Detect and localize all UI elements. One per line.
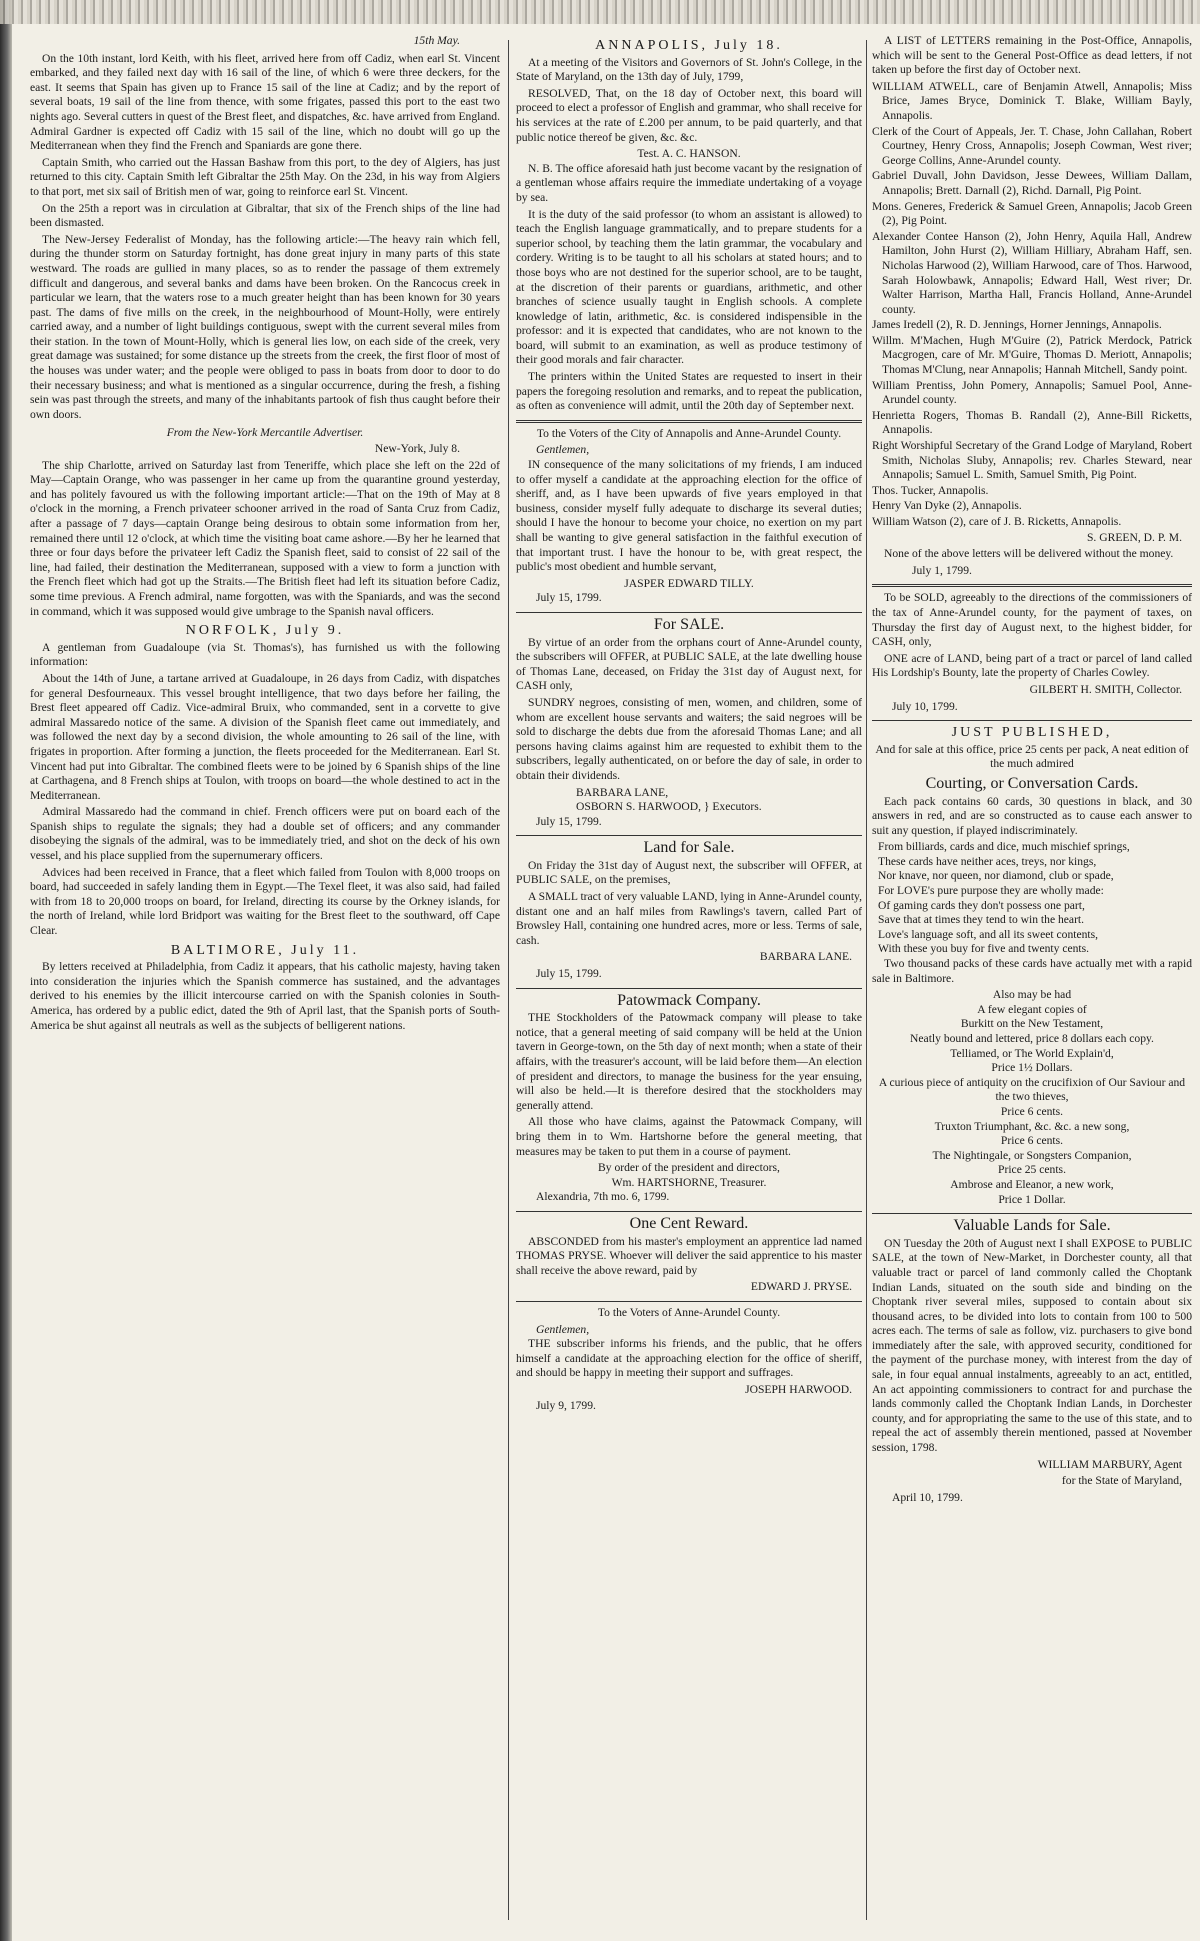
listing-line: Price 6 cents. [1000,1134,1064,1148]
divider [516,1301,862,1302]
article-paragraph: About the 14th of June, a tartane arrived at Guadaloupe, in 26 days from Cadiz, with dispatches for general Desfourneaux. This vessel brought intelligence, that two days before her failing, the Brest fleet appeared off Cadiz. Vice-admiral Bruix, who commanded, sent in a corvette to give admiral Massaredo notice of the same. A division of the Spanish fleet came out immediately, and was followed the next day by a second division, the whole amounting to 26 sail of the line, with frigates in proportion. After forming a junction, the fleets proceeded for the Mediterranean. Earl St. Vincent had put into Gibraltar. The combined fleets were to be joined by 6 Spanish ships of the line at Carthagena, and 8 French ships at Toulon, with troops on board—the whole destined to act in the Mediterranean. [30,671,500,802]
ad-paragraph: THE Stockholders of the Patowmack company will please to take notice, that a general meeting of said company will be held at the Union tavern in George-town, on the 5th day of next month; when a state of their affairs, with the treasurer's account, will be laid before them—An election of president and directors, to manage the business for the year ensuing, will also be held.—It is therefore desired that the stockholders may generally attend. [516,1011,862,1112]
ad-date: Alexandria, 7th mo. 6, 1799. [536,1190,670,1204]
ad-heading: To the Voters of Anne-Arundel County. [597,1305,781,1319]
list-item: Thos. Tucker, Annapolis. [872,483,989,497]
ad-heading: For SALE. [653,615,725,633]
dateline: New-York, July 8. [374,442,460,456]
article-paragraph: The New-Jersey Federalist of Monday, has the following article:—The heavy rain which fell, during the thunder storm on Saturday fortnight, has done great injury in many parts of this state westward. The roads are gullied in many places, so as to render the passage of them extremely difficult and dangerous, and several banks and dams have been broken. On the Rancocus creek in particular we learn, that the waters rose to a much greater height than has been known for 30 years past. The dams of five mills on the creek, in the neighbourhood of Mount-Holly, were entirely carried away, and a number of light buildings contiguous, swept with the current several miles from their station. In the town of Mount-Holly, which is general lies low, on each side of the creek, very great damage was sustained; for some distance up the streets from the creek, the first floor of most of the houses was under water; and the people were obliged to pass in boats from door to door to do their necessary business; and what is mentioned as a singular occurrence, during the fresh, a fishing sein was past through the streets, and many of the inhabitants partook of fish thus caught before their own doors. [30,232,500,421]
article-paragraph: On the 25th a report was in circulation at Gibraltar, that six of the French ships of the line had been dismasted. [30,201,500,230]
listing-line: Also may be had [992,988,1072,1002]
ad-date: July 1, 1799. [912,563,972,577]
column-left [30,34,500,1929]
column-rule [508,40,509,1920]
divider [516,420,862,423]
article-paragraph: A gentleman from Guadaloupe (via St. Thomas's), has furnished us with the following information: [30,640,500,669]
signature: OSBORN S. HARWOOD, [576,800,701,814]
notice-paragraph: N. B. The office aforesaid hath just become vacant by the resignation of a gentleman whose affairs require the immediate undertaking of a voyage by sea. [516,161,862,204]
list-item: James Iredell (2), R. D. Jennings, Horner Jennings, Annapolis. [872,318,1162,332]
list-item: Gabriel Duvall, John Davidson, Jesse Dewees, William Dallam, Annapolis; Brett. Darnall (2), Richd. Darnall, Pig Point. [872,169,1192,197]
listing-line: A few elegant copies of [977,1002,1087,1016]
article-paragraph: Captain Smith, who carried out the Hassan Bashaw from this port, to the dey of Algiers, has just returned to this city. Captain Smith left Gibraltar the 25th May. On the 23d, in his way from Algiers to that port, met six sail of British men of war, going to reinforce earl St. Vincent. [30,155,500,198]
divider [872,720,1192,721]
listing-line: Price 1 Dollar. [998,1192,1066,1206]
list-item: Clerk of the Court of Appeals, Jer. T. Chase, John Callahan, Robert Courtney, Henry Cross, Annapolis; Joseph Cowman, West river; George Collins, Anne-Arundel county. [872,124,1192,167]
poem-line: These cards have neither aces, treys, nor kings, [878,854,1097,868]
dateline: 15th May. [413,34,460,47]
salutation: Gentlemen, [536,443,590,457]
letters-heading: A LIST of LETTERS remaining in the Post-Office, Annapolis, which will be sent to the General Post-Office as dead letters, if not taken up before the first day of October next. [872,34,1192,77]
divider [516,835,862,836]
column-rule [866,40,867,1920]
ad-date: July 15, 1799. [536,967,602,981]
signature: Test. A. C. HANSON. [637,147,741,161]
ad-paragraph: A SMALL tract of very valuable LAND, lying in Anne-Arundel county, distant one and an half miles from Rawlings's tavern, called Part of Browsley Hall, containing one hundred acres, more or less. Terms of sale, cash. [516,890,862,947]
listing-line: Ambrose and Eleanor, a new work, [950,1177,1114,1191]
column-right [872,34,1192,1929]
signature: JOSEPH HARWOOD. [745,1382,852,1396]
signature: JASPER EDWARD TILLY. [624,576,754,590]
poem-line: For LOVE's pure purpose they are wholly made: [878,884,1104,898]
listing-line: Neatly bound and lettered, price 8 dollars each copy. [910,1032,1154,1045]
ad-paragraph: THE subscriber informs his friends, and the public, that he offers himself a candidate at the approaching election for the office of sheriff, and should be happy in meeting their support and suffrages. [516,1337,862,1380]
listing-line: Price 25 cents. [998,1163,1066,1177]
article-paragraph: The ship Charlotte, arrived on Saturday last from Teneriffe, which place she left on the 22d of May—Captain Orange, who was passenger in her came up from the quarantine ground yesterday, and has politely favoured us with the following important article:—That on the 19th of May at 8 o'clock in the morning, a French privateer schooner arrived in the road of Santa Cruz from Cadiz, after a passage of 7 days—captain Orange being desirous to obtain some information from her, remained there until 12 o'clock, at which time the visiting boat came ashore.—By her he learned that three or four days before the privateer left Cadiz the Spanish fleet, said to consist of 22 sail of the line, had failed, their destination the Mediterranean, supposed with a view to form a junction with the French fleet which had got up the Straits.—The British fleet had left its situation before Cadiz, some time previous. A French admiral, name forgotten, was with the Spaniards, and was the second in command, which it was supposed would give umbrage to the Spanish naval officers. [30,458,500,618]
signature: GILBERT H. SMITH, Collector. [1029,682,1182,696]
ad-paragraph: ONE acre of LAND, being part of a tract or parcel of land called His Lordship's Bounty, late the property of Charles Cowley. [872,651,1192,680]
ad-date: July 9, 1799. [536,1399,596,1413]
poem-line: With these you buy for five and twenty cents. [878,942,1090,956]
poem-line: Nor knave, nor queen, nor diamond, club or spade, [878,869,1114,883]
ad-heading: Valuable Lands for Sale. [953,1217,1111,1235]
ad-date: July 15, 1799. [536,591,602,605]
ad-paragraph: To be SOLD, agreeably to the directions of the commissioners of the tax of Anne-Arundel county, for the payment of taxes, on Thursday the first day of August next, to the highest bidder, for CASH, only, [872,591,1192,649]
poem-line: Of gaming cards they don't possess one part, [878,898,1085,912]
list-item: Henry Van Dyke (2), Annapolis. [872,499,1022,513]
ad-heading: JUST PUBLISHED, [951,725,1113,741]
salutation: Gentlemen, [536,1322,590,1336]
signature: WILLIAM MARBURY, Agent [1037,1457,1182,1471]
article-paragraph: On the 10th instant, lord Keith, with his fleet, arrived here from off Cadiz, when earl St. Vincent embarked, and they failed next day with 16 sail of the line, of which 6 were three deckers, for the east. It seems that Spain has given up to France 15 sail of the line at Cadiz; and by the report of several boats, 19 sail of the line from thence, with some frigates, passed this port to the east two nights ago. Several cutters in quest of the Brest fleet, and dispatches, &c. have arrived from England. Admiral Gardner is expected off Cadiz with 15 sail of the line, which no doubt will go up the Mediterranean when they find the French and Spaniards are gone there. [30,51,500,153]
executors-block [516,786,862,815]
ad-heading: To the Voters of the City of Annapolis and Anne-Arundel County. [536,426,842,440]
divider [872,584,1192,587]
signature: for the State of Maryland, [1061,1474,1182,1488]
list-item: William Watson (2), care of J. B. Ricketts, Annapolis. [872,515,1122,528]
list-item: Willm. M'Machen, Hugh M'Guire (2), Patrick Merdock, Patrick Macgrogen, care of Mr. M'Guire, Thomas D. Meriott, Annapolis; Thomas M'Clung, near Annapolis; Hannah Mitchell, Sandy point. [872,333,1192,377]
source-line: From the New-York Mercantile Advertiser. [166,426,364,440]
signature: EDWARD J. PRYSE. [750,1280,852,1294]
ad-heading: Land for Sale. [643,839,735,857]
signature: S. GREEN, D. P. M. [1086,530,1182,544]
listing-line: The Nightingale, or Songsters Companion, [932,1148,1132,1162]
binding-gutter [0,0,12,1941]
signature: BARBARA LANE. [759,950,852,964]
ad-paragraph: IN consequence of the many solicitations of my friends, I am induced to offer myself a candidate at the approaching election for the office of sheriff, and, as I have been upwards of five years employed in that business, consider myself fully adequate to discharge its several duties; should I have the honour to become your choice, no exertion on my part shall be wanting to give general satisfaction in the faithful execution of that important trust. I have the honour to be, with great respect, the public's most obedient and humble servant, [516,458,862,574]
listing-line: Burkitt on the New Testament, [960,1017,1104,1031]
article-paragraph: Admiral Massaredo had the command in chief. French officers were put on board each of the Spanish ships to regulate the signals; they had a double set of officers; and any commander disobeying the signals of the admiral, was to be immediately tried, and shot on the deck of his own vessel, and his place supplied from the supernumerary officers. [30,805,500,863]
ad-date: July 10, 1799. [892,699,958,713]
divider [872,1213,1192,1214]
list-item: Right Worshipful Secretary of the Grand Lodge of Maryland, Robert Smith, Nicholas Sluby, Annapolis; rev. Charles Steward, near Annapolis; Samuel L. Smith, Samuel Smith, Pig Point. [872,439,1192,482]
signature: BARBARA LANE, [576,785,669,799]
ad-paragraph: ON Tuesday the 20th of August next I shall EXPOSE to PUBLIC SALE, at the town of New-Market, in Dorchester county, all that valuable tract or parcel of land commonly called the Choptank Indian Lands, situated on the south side and binding on the Choptank river several miles, supposed to contain about six thousand acres, to be divided into lots to contain from 100 to 500 acres each. The terms of sale as follow, viz. purchasers to give bond immediately after the sale, with approved security, conditioned for the payment of the purchase money, with interest from the day of sale, in four equal annual instalments, agreeably to an act, entitled, An act appointing commissioners to contract for and purchase the lands commonly called the Choptank Indian Lands, in Dorchester county, and for appropriating the same to the use of this state, and to repeal the act of assembly therein mentioned, passed at November session, 1798. [872,1236,1192,1455]
notice-paragraph: It is the duty of the said professor (to whom an assistant is allowed) to teach the English language grammatically, and to prepare students for a superior school, by teaching them the latin grammar, the vocabulary and cordery. Writing is to be taught to all his scholars at stated hours; and to those boys who are not destined for the superior school, are to be taught, at the discretion of their parents or guardians, arithmetic, and other branches of science usually taught in English schools. A complete knowledge of latin, arithmetic, &c. is considered indispensible in the professor: and it is expected that candidates, who are not known to the board, will submit to an examination, as well as produce testimony of their good morals and fair character. [516,207,862,367]
ad-paragraph: By virtue of an order from the orphans court of Anne-Arundel county, the subscribers will OFFER, at PUBLIC SALE, at the late dwelling house of Thomas Lane, deceased, on Friday the 31st day of August next, for CASH only, [516,635,862,693]
listing-line: Truxton Triumphant, &c. &c. a new song, [934,1119,1130,1133]
notice-paragraph: At a meeting of the Visitors and Governors of St. John's College, in the State of Maryland, on the 13th day of July, 1799, [516,55,862,84]
column-middle [516,34,862,1929]
ad-paragraph: SUNDRY negroes, consisting of men, women, and children, some of whom are excellent house servants and waiters; the said negroes will be sold to discharge the debts due from the aforesaid Thomas Lane; and all persons having claims against him are requested to exhibit them to the subscribers, legally authenticated, on or before the day of sale, in order to obtain their dividends. [516,695,862,782]
listing-line: Telliamed, or The World Explain'd, [950,1046,1114,1060]
ad-heading: One Cent Reward. [629,1214,749,1232]
list-item: William Prentiss, John Pomery, Annapolis; Samuel Pool, Anne-Arundel county. [872,378,1192,407]
poem [872,840,1192,957]
section-heading-annapolis: ANNAPOLIS, July 18. [595,38,783,53]
article-paragraph: Advices had been received in France, that a fleet which failed from Toulon with 8,000 troops on board, had succeeded in safely landing them in Egypt.—The Texel fleet, it was also said, had failed with from 18 to 20,000 troops on board, for Ireland, directing its course by the Orkney islands, for the north of Ireland, while lord Bridport was waiting for the Brest fleet to the southward, off Cape Clear. [30,865,500,938]
ad-paragraph: ABSCONDED from his master's employment an apprentice lad named THOMAS PRYSE. Whoever will deliver the said apprentice to his master shall receive the above reward, paid by [516,1234,862,1277]
poem-line: From billiards, cards and dice, much mischief springs, [878,840,1130,854]
list-item: Alexander Contee Hanson (2), John Henry, Aquila Hall, Andrew Hamilton, John Hurst (2), William Hilliary, Abraham Haff, sen. Nicholas Harwood (2), William Harwood, care of Thos. Harwood, Sarah Holowbawk, Annapolis; Edward Hall, West river; Dr. Walter Harrison, Martha Hall, Francis Holland, Anne-Arundel county. [872,229,1192,316]
list-item: Mons. Generes, Frederick & Samuel Green, Annapolis; Jacob Green (2), Pig Point. [872,199,1192,228]
book-title: Courting, or Conversation Cards. [925,774,1139,792]
notice-paragraph: The printers within the United States are requested to insert in their papers the foregoing resolution and remarks, and to repeat the publication, as often as convenience will admit, until the 20th day of September next. [516,370,862,413]
poem-line: Save that at times they tend to win the heart. [878,913,1085,927]
notice-paragraph: RESOLVED, That, on the 18 day of October next, this board will proceed to elect a professor of English and grammar, who shall receive for his services at the rate of £.200 per annum, to be paid quarterly, and that public notice thereof be given, &c. &c. [516,86,862,144]
ad-paragraph: Two thousand packs of these cards have actually met with a rapid sale in Baltimore. [872,957,1192,985]
divider [516,612,862,613]
section-heading-norfolk: NORFOLK, July 9. [185,623,345,639]
ad-paragraph: Each pack contains 60 cards, 30 questions in black, and 30 answers in red, and are so constructed as to cause each answer to suit any question, if played indiscriminately. [872,794,1192,837]
divider [516,988,862,989]
listing-line: Price 6 cents. [1000,1104,1064,1118]
list-item: WILLIAM ATWELL, care of Benjamin Atwell, Annapolis; Miss Brice, James Bryce, Dominick T. Blake, William Bayly, Annapolis. [872,79,1192,122]
ad-subheading: And for sale at this office, price 25 cents per pack, A neat edition of the much admired [875,742,1189,771]
article-paragraph: By letters received at Philadelphia, from Cadiz it appears, that his catholic majesty, having taken into consideration the injuries which the Spanish commerce has sustained, and the advantages derived to his enemies by the illicit intercourse carried on with the Spanish colonies in South-America, has ordered by a public edict, dated the 9th of April last, that the Spanish ports of South-America be shut against all neutrals as well as the subjects of belligerent nations. [30,960,500,1032]
listing-line: A curious piece of antiquity on the crucifixion of Our Saviour and the two thieves, [878,1075,1186,1104]
letters-list [872,80,1192,530]
ad-paragraph: All those who have claims, against the Patowmack Company, will bring them in to Wm. Hartshorne before the general meeting, that measures may be taken to put them in a course of payment. [516,1115,862,1158]
ad-paragraph: On Friday the 31st day of August next, the subscriber will OFFER, at PUBLIC SALE, on the premises, [516,858,862,887]
ad-heading: Patowmack Company. [617,991,761,1009]
order-line: By order of the president and directors, [598,1161,780,1175]
executors-label: } Executors. [703,800,762,814]
torn-top-edge [0,0,1200,24]
poem-line: Love's language soft, and all its sweet contents, [878,927,1099,941]
divider [516,1211,862,1212]
listing-line: Price 1½ Dollars. [991,1061,1073,1075]
ad-date: July 15, 1799. [536,814,602,828]
signature: Wm. HARTSHORNE, Treasurer. [611,1175,767,1189]
list-item: Henrietta Rogers, Thomas B. Randall (2), Anne-Bill Ricketts, Annapolis. [872,408,1192,437]
notice-paragraph: None of the above letters will be delivered without the money. [884,547,1174,561]
section-heading-baltimore: BALTIMORE, July 11. [170,942,360,958]
ad-date: April 10, 1799. [892,1490,963,1504]
